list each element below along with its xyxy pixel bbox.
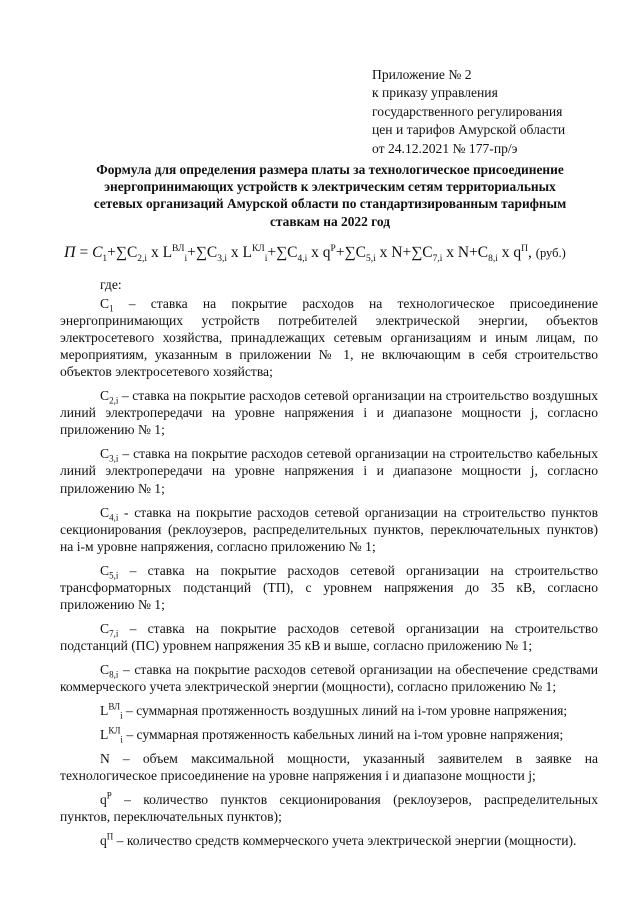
formula-term: x N xyxy=(375,244,403,261)
definition-q-p xyxy=(60,832,598,849)
definition-symbol: C xyxy=(100,504,110,520)
definition-text: – ставка на покрытие расходов на технологическое присоединение энергопринимающих устройств потребителей электрической энергии, объектов электросетевого хозяйства, принадлежащих сетевым организациям и иным лицам, по мероприятиям, указанным в приложении № 1, не включающим в себя строительство объектов электросетевого хозяйства; xyxy=(60,296,598,380)
formula-sub: 1 xyxy=(102,254,108,265)
definition-text: – ставка на покрытие расходов сетевой организации на строительство трансформаторных подстанций (ТП), с уровнем напряжения до 35 кВ, согласно приложению № 1; xyxy=(60,562,598,612)
definition-sup: Р xyxy=(106,790,112,801)
definition-sub: i xyxy=(120,710,123,721)
definition-text: – суммарная протяженность воздушных линий на i-том уровне напряжения; xyxy=(122,703,568,719)
appendix-line: от 24.12.2021 № 177-пр/э xyxy=(372,140,518,156)
formula-sub: 3,i xyxy=(217,254,227,265)
formula-sub: 2,i xyxy=(137,254,148,265)
title-line: Формула для определения размера платы за технологическое присоединение xyxy=(96,162,564,177)
definition-text: - ставка на покрытие расходов сетевой организации на строительство пунктов секционирования (реклоузеров, распределительных пунктов, переключательных пунктов) на i-м уровне напряжения, согласно приложению № 1; xyxy=(60,504,598,554)
definition-c7 xyxy=(60,620,598,654)
formula-term: x q xyxy=(497,244,522,261)
definition-symbol: C xyxy=(100,661,110,677)
definition-text: – суммарная протяженность кабельных линий на i-том уровне напряжения; xyxy=(122,727,564,743)
definition-c4 xyxy=(60,504,598,555)
definition-c1 xyxy=(60,295,598,380)
definition-symbol: L xyxy=(100,703,109,719)
definition-q-r xyxy=(60,791,598,825)
definition-symbol: L xyxy=(100,727,109,743)
definition-symbol: N xyxy=(100,751,110,767)
formula-sub: 8,i xyxy=(488,254,498,265)
definition-symbol: q xyxy=(100,833,107,849)
definition-c3 xyxy=(60,445,598,496)
definition-sub: 2,i xyxy=(109,396,119,406)
formula-sub: i xyxy=(184,254,188,265)
definition-text: – ставка на покрытие расходов сетевой организации на строительство воздушных линий электропередачи на уровне напряжения i и диапазоне мощности j, согласно приложению № 1; xyxy=(60,388,598,438)
definitions xyxy=(60,276,598,856)
document-title xyxy=(60,161,600,230)
definition-sub: 5,i xyxy=(109,570,119,581)
formula-sub: 5,i xyxy=(365,254,376,265)
appendix-header xyxy=(372,66,612,158)
definition-c2 xyxy=(60,387,598,438)
appendix-line: Приложение № 2 xyxy=(372,67,472,82)
formula-lhs: П xyxy=(64,244,76,261)
definition-symbol: q xyxy=(100,792,107,808)
definition-text: – ставка на покрытие расходов сетевой организации на строительство подстанций (ПС) уровнем напряжения 35 кВ и выше, согласно приложению № 1; xyxy=(60,620,598,653)
formula-sup: Р xyxy=(330,243,336,254)
definition-sup: ВЛ xyxy=(108,701,121,712)
formula-term: +∑C xyxy=(107,244,138,261)
formula-sup: КЛ xyxy=(251,243,265,254)
appendix-line: цен и тарифов Амурской области xyxy=(372,122,566,138)
definition-sup: КЛ xyxy=(108,725,121,736)
title-line: сетевых организаций Амурской области по стандартизированным тарифным xyxy=(93,196,567,212)
formula-sup: ВЛ xyxy=(172,243,185,254)
definition-text: – ставка на покрытие расходов сетевой организации на строительство кабельных линий электропередачи на уровне напряжения i и диапазоне мощности j, согласно приложению № 1; xyxy=(60,446,598,496)
definition-c8 xyxy=(60,661,598,695)
formula-sup: П xyxy=(521,243,529,254)
appendix-line: к приказу управления xyxy=(372,85,498,101)
definition-symbol: C xyxy=(100,388,110,404)
formula-sub: i xyxy=(264,254,268,265)
definition-symbol: C xyxy=(100,446,110,462)
formula-term: x N xyxy=(442,244,470,261)
formula-eq: = xyxy=(75,244,93,261)
formula-term: x q xyxy=(307,244,331,261)
definition-symbol: C xyxy=(100,296,110,312)
formula-term: x L xyxy=(227,244,252,261)
definition-text: – объем максимальной мощности, указанный заявителем в заявке на технологическое присоединение на уровне напряжения i и диапазоне мощности j; xyxy=(60,751,598,784)
definition-l-kl xyxy=(60,726,598,743)
formula-sub: 4,i xyxy=(297,254,308,265)
definition-l-vl xyxy=(60,702,598,719)
formula-comma: , xyxy=(528,244,532,261)
definition-symbol: C xyxy=(100,562,110,578)
formula-unit: (руб.) xyxy=(535,246,566,260)
formula-term: +∑C xyxy=(267,244,298,261)
formula-c1: C xyxy=(92,244,103,261)
definition-sub: 7,i xyxy=(109,628,119,639)
formula-term: +∑C xyxy=(402,244,433,261)
definition-sup: П xyxy=(106,831,114,842)
definition-symbol: C xyxy=(100,620,110,636)
where-label: где: xyxy=(100,277,122,292)
definition-sub: 4,i xyxy=(109,512,119,523)
fee-formula xyxy=(64,242,624,264)
appendix-line: государственного регулирования xyxy=(372,103,563,119)
definition-text: – ставка на покрытие расходов сетевой организации на обеспечение средствами коммерческого учета электрической энергии (мощности), согласно приложению № 1; xyxy=(60,661,598,694)
formula-term: x L xyxy=(147,244,173,261)
definition-sub: 3,i xyxy=(109,454,119,465)
definition-sub: 8,i xyxy=(109,669,119,680)
definition-sub: i xyxy=(120,734,123,745)
definition-text: – количество пунктов секционирования (реклоузеров, распределительных пунктов, переключательных пунктов); xyxy=(60,792,598,825)
title-line: ставкам на 2022 год xyxy=(269,213,390,229)
formula-term: +∑C xyxy=(187,244,218,261)
formula-sub: 7,i xyxy=(432,254,443,265)
formula-term: +C xyxy=(469,244,489,261)
definition-sub: 1 xyxy=(109,303,114,314)
definition-n xyxy=(60,750,598,784)
definition-c5 xyxy=(60,562,598,613)
title-line: энергопринимающих устройств к электрическим сетям территориальных xyxy=(104,179,556,195)
formula-term: +∑C xyxy=(335,244,366,261)
definition-text: – количество средств коммерческого учета электрической энергии (мощности). xyxy=(113,833,577,849)
